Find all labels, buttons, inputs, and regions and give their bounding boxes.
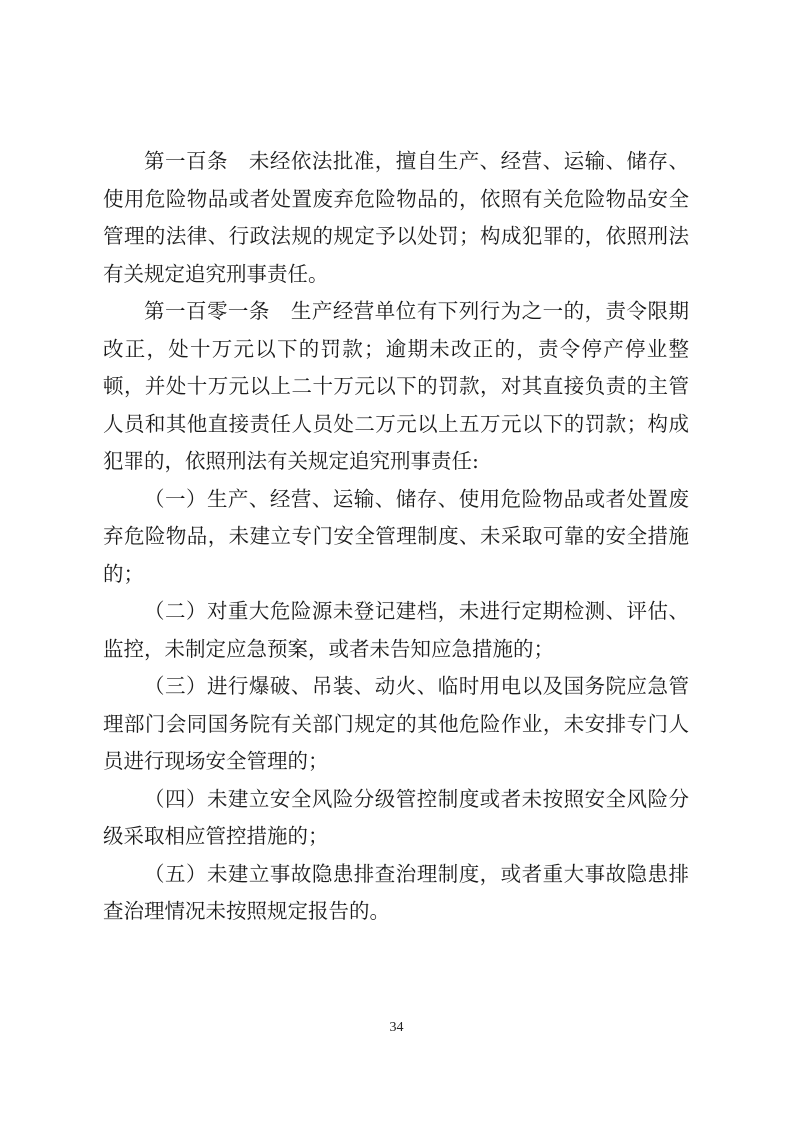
- article-101-item-3: （三）进行爆破、吊装、动火、临时用电以及国务院应急管理部门会同国务院有关部门规定的其他危险作业，未安排专门人员进行现场安全管理的；: [103, 674, 689, 773]
- article-101-item-4: （四）未建立安全风险分级管控制度或者未按照安全风险分级采取相应管控措施的；: [103, 786, 689, 848]
- article-101-item-1: （一）生产、经营、运输、储存、使用危险物品或者处置废弃危险物品，未建立专门安全管理制度、未采取可靠的安全措施的；: [103, 486, 689, 586]
- article-101-paragraph: 第一百零一条 生产经营单位有下列行为之一的，责令限期改正，处十万元以下的罚款；逾期未改正的，责令停产停业整顿，并处十万元以上二十万元以下的罚款，对其直接负责的主管人员和其他直接责任人员处二万元以上五万元以下的罚款；构成犯罪的，依照刑法有关规定追究刑事责任:: [103, 299, 689, 473]
- page-number: 34: [389, 1020, 404, 1035]
- document-body: [103, 143, 689, 931]
- article-101-item-2: （二）对重大危险源未登记建档，未进行定期检测、评估、监控，未制定应急预案，或者未告知应急措施的；: [103, 599, 689, 661]
- article-100-paragraph: 第一百条 未经依法批准，擅自生产、经营、运输、储存、使用危险物品或者处置废弃危险物品的，依照有关危险物品安全管理的法律、行政法规的规定予以处罚；构成犯罪的，依照刑法有关规定追究刑事责任。: [103, 149, 689, 286]
- article-101-item-5: （五）未建立事故隐患排查治理制度，或者重大事故隐患排查治理情况未按照规定报告的。: [103, 861, 689, 923]
